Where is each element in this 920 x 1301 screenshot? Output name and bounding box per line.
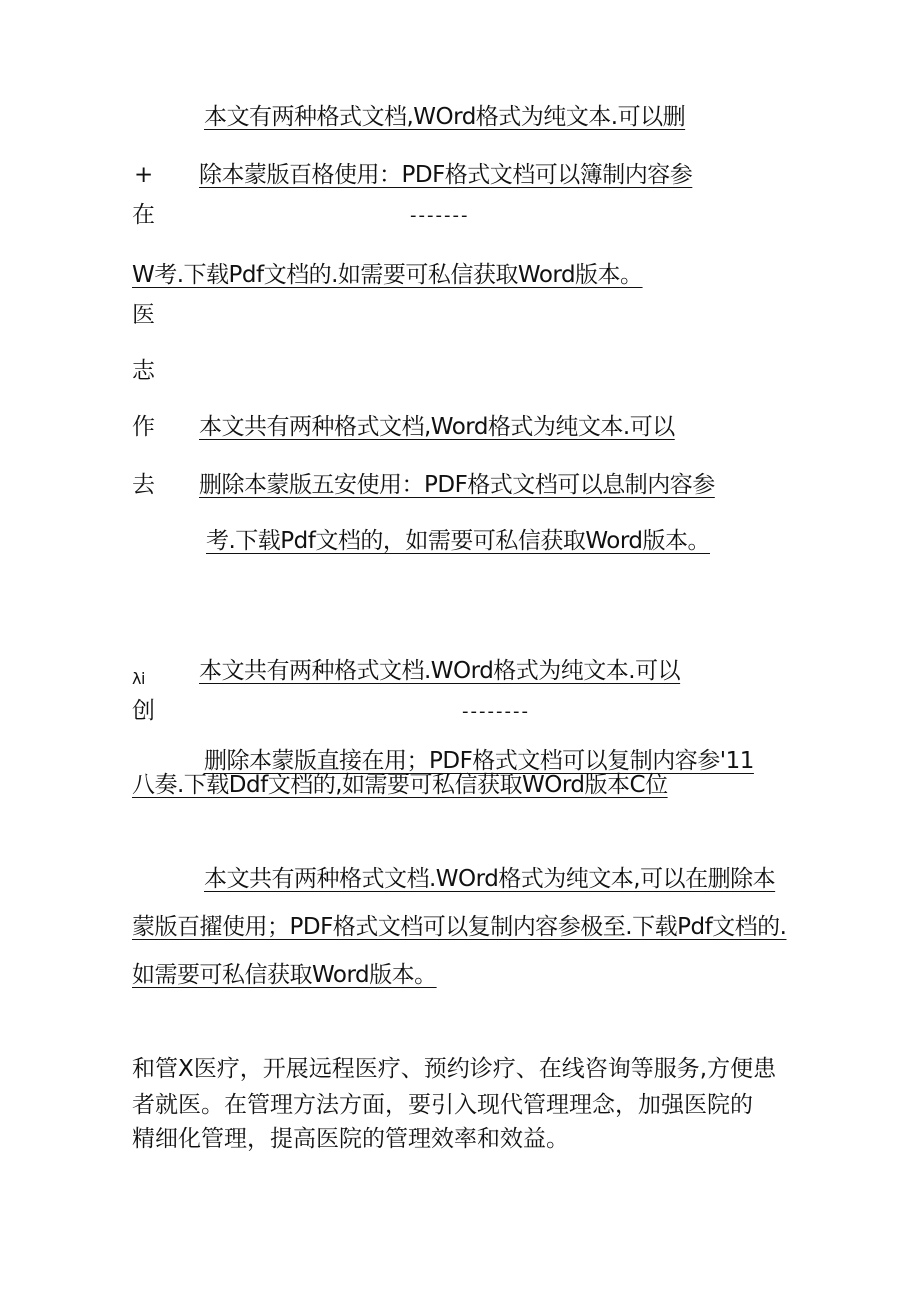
watermark-2-line-3: 考.下载Pdf文档的，如需要可私信获取Word版本。 <box>206 528 710 554</box>
margin-char: 去 <box>132 472 155 498</box>
watermark-2-line-2: 删除本蒙版五安使用：PDF格式文档可以息制内容参 <box>199 472 715 498</box>
margin-char: 作 <box>132 414 155 440</box>
body-line-1: 和管X医疗，开展远程医疗、预约诊疗、在线咨询等服务,方便患 <box>132 1056 777 1082</box>
dash-separator: -------- <box>462 701 530 722</box>
margin-char: 志 <box>132 358 155 384</box>
margin-mark: λi <box>132 669 145 688</box>
watermark-4-line-2: 蒙版百擢使用；PDF格式文档可以复制内容参极至.下载Pdf文档的. <box>132 914 787 940</box>
margin-char: 创 <box>132 698 155 724</box>
body-line-2: 者就医。在管理方法方面，要引入现代管理理念，加强医院的 <box>132 1092 753 1118</box>
margin-plus: + <box>134 162 153 188</box>
watermark-1-line-3: W考.下载Pdf文档的.如需要可私信获取Word版本。 <box>132 262 643 288</box>
watermark-1-line-2: 除本蒙版百格使用：PDF格式文档可以簿制内容参 <box>199 162 693 188</box>
watermark-3-line-2: 删除本蒙版直接在用；PDF格式文档可以复制内容参'11 <box>204 748 754 774</box>
dash-separator: ------- <box>410 205 470 226</box>
watermark-3-line-3: 八奏.下载Ddf文档的,如需要可私信获取WOrd版本C位 <box>132 772 668 798</box>
body-line-3: 精细化管理，提高医院的管理效率和效益。 <box>132 1126 569 1152</box>
margin-char: 在 <box>132 202 155 228</box>
margin-char: 医 <box>132 302 155 328</box>
watermark-4-line-1: 本文共有两种格式文档.WOrd格式为纯文本,可以在删除本 <box>204 866 776 892</box>
watermark-3-line-1: 本文共有两种格式文档.WOrd格式为纯文本.可以 <box>199 658 681 684</box>
watermark-4-line-3: 如需要可私信获取Word版本。 <box>132 962 437 988</box>
watermark-1-line-1: 本文有两种格式文档,WOrd格式为纯文本.可以删 <box>204 104 686 130</box>
watermark-2-line-1: 本文共有两种格式文档,Word格式为纯文本.可以 <box>199 414 675 440</box>
